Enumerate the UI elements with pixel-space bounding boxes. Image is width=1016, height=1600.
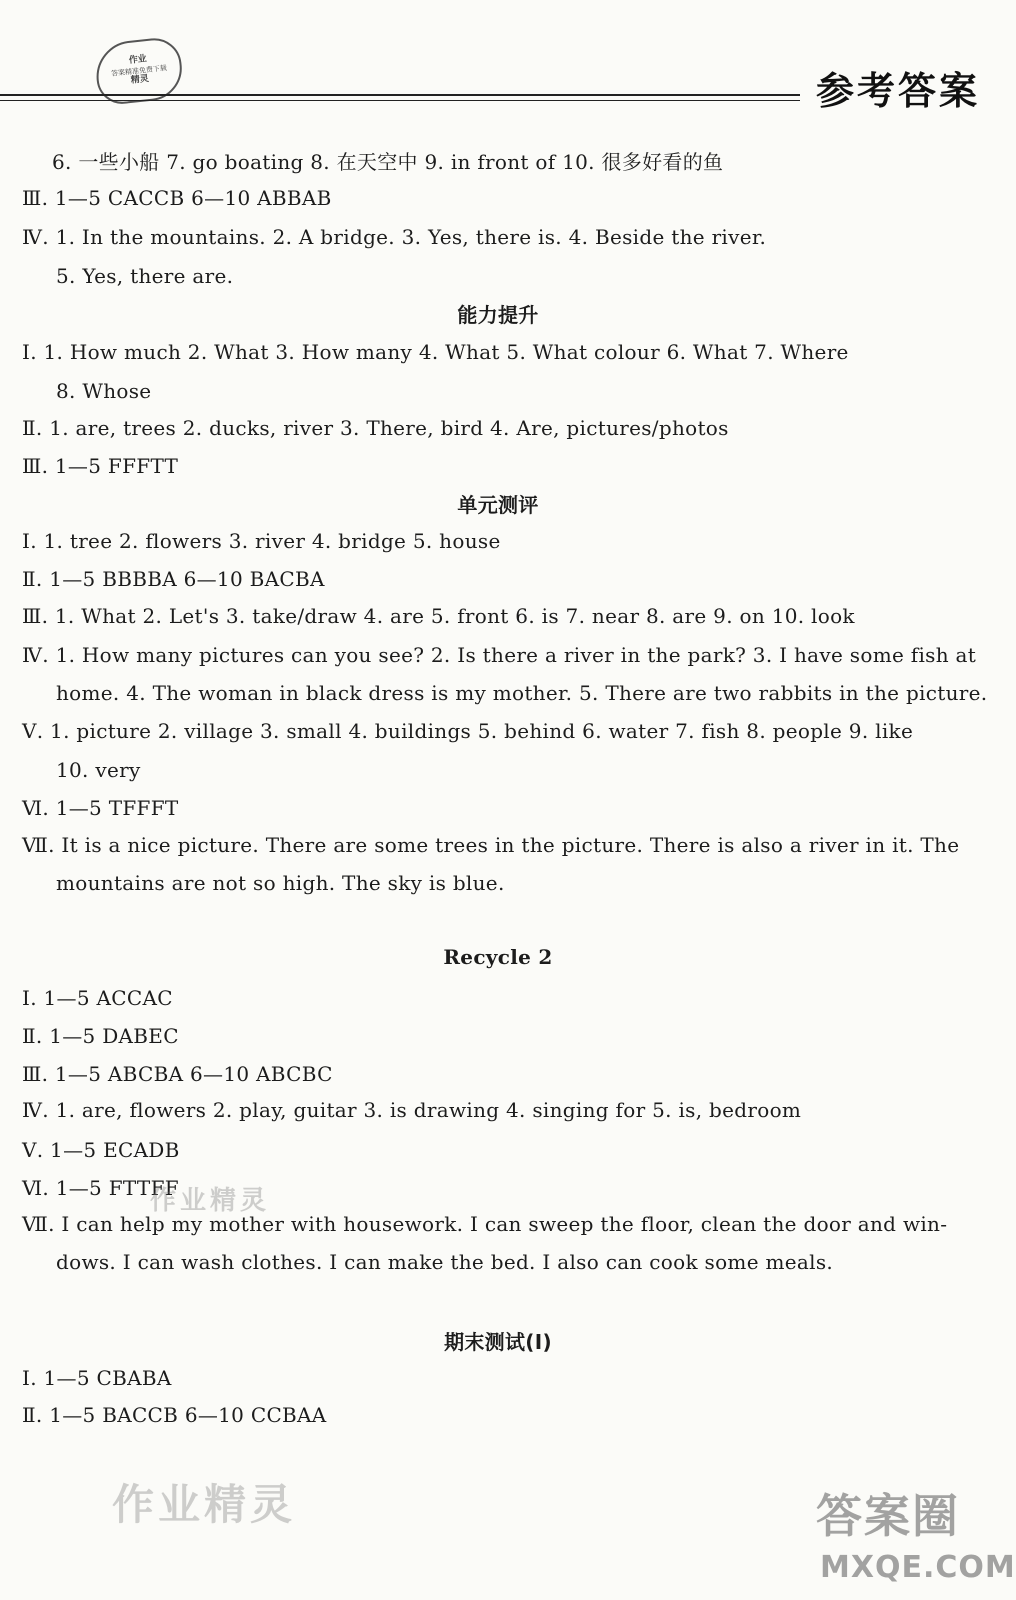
answer-line: Ⅱ. 1—5 DABEC bbox=[22, 1024, 179, 1048]
answer-line: 10. very bbox=[56, 758, 141, 782]
answer-line: Ⅳ. 1. In the mountains. 2. A bridge. 3. Yes, there is. 4. Beside the river. bbox=[22, 225, 767, 249]
header-title: 参考答案 bbox=[815, 69, 980, 113]
answer-line: Ⅳ. 1. How many pictures can you see? 2. Is there a river in the park? 3. I have some fish at bbox=[22, 643, 977, 667]
answer-line: Ⅶ. It is a nice picture. There are some trees in the picture. There is also a river in it. The bbox=[22, 833, 960, 857]
answer-line: home. 4. The woman in black dress is my mother. 5. There are two rabbits in the picture. bbox=[56, 681, 988, 705]
stamp-line-1: 作业 bbox=[128, 54, 148, 67]
section-heading-unit-test: 单元测评 bbox=[457, 493, 539, 517]
answer-line: Ⅵ. 1—5 FTTFF bbox=[22, 1176, 179, 1200]
page-header bbox=[0, 0, 996, 120]
watermark-logo bbox=[816, 1480, 1016, 1595]
answer-line: dows. I can wash clothes. I can make the bed. I also can cook some meals. bbox=[56, 1250, 834, 1274]
answer-line: Ⅱ. 1—5 BACCB 6—10 CCBAA bbox=[22, 1403, 327, 1427]
section-heading-final-test: 期末测试(Ⅰ) bbox=[444, 1330, 552, 1354]
watermark-bottom: 作业精灵 bbox=[112, 1480, 297, 1529]
answer-line: Ⅱ. 1—5 BBBBA 6—10 BACBA bbox=[22, 567, 325, 591]
header-rule-bottom bbox=[0, 100, 800, 101]
watermark-mid: 作业精灵 bbox=[150, 1186, 271, 1216]
answer-line: Ⅲ. 1—5 ABCBA 6—10 ABCBC bbox=[22, 1062, 333, 1086]
answer-line: Ⅰ. 1. tree 2. flowers 3. river 4. bridge 5. house bbox=[22, 529, 501, 553]
stamp-line-2: 答案精准免费下载 bbox=[110, 63, 168, 78]
answer-line: 6. 一些小船 7. go boating 8. 在天空中 9. in front of 10. 很多好看的鱼 bbox=[52, 150, 724, 174]
answer-line: 5. Yes, there are. bbox=[56, 264, 234, 288]
answer-line: Ⅳ. 1. are, flowers 2. play, guitar 3. is drawing 4. singing for 5. is, bedroom bbox=[22, 1098, 802, 1122]
answer-line: Ⅰ. 1—5 CBABA bbox=[22, 1366, 172, 1390]
answer-line: Ⅵ. 1—5 TFFFT bbox=[22, 796, 179, 820]
answer-line: Ⅴ. 1. picture 2. village 3. small 4. buildings 5. behind 6. water 7. fish 8. people 9. like bbox=[22, 719, 914, 743]
answer-line: Ⅰ. 1—5 ACCAC bbox=[22, 986, 173, 1010]
answer-line: Ⅴ. 1—5 ECADB bbox=[22, 1138, 180, 1162]
watermark-logo-cn: 答案圈 bbox=[816, 1489, 960, 1543]
answer-line: 8. Whose bbox=[56, 379, 152, 403]
watermark-logo-en: MXQE.COM bbox=[820, 1550, 1016, 1585]
answer-line: Ⅲ. 1—5 FFFTT bbox=[22, 454, 179, 478]
answer-line: Ⅲ. 1—5 CACCB 6—10 ABBAB bbox=[22, 186, 332, 210]
section-heading-ability: 能力提升 bbox=[457, 303, 539, 327]
section-heading-recycle: Recycle 2 bbox=[443, 945, 553, 969]
stamp-line-3: 精灵 bbox=[130, 74, 150, 87]
header-rule-top bbox=[0, 94, 800, 96]
answer-line: Ⅶ. I can help my mother with housework. I can sweep the floor, clean the door and win- bbox=[22, 1212, 948, 1236]
answer-line: Ⅱ. 1. are, trees 2. ducks, river 3. There, bird 4. Are, pictures/photos bbox=[22, 416, 729, 440]
answer-line: Ⅲ. 1. What 2. Let's 3. take/draw 4. are 5. front 6. is 7. near 8. are 9. on 10. look bbox=[22, 604, 855, 628]
answer-line: mountains are not so high. The sky is blue. bbox=[56, 871, 505, 895]
answer-line: Ⅰ. 1. How much 2. What 3. How many 4. What 5. What colour 6. What 7. Where bbox=[22, 340, 849, 364]
